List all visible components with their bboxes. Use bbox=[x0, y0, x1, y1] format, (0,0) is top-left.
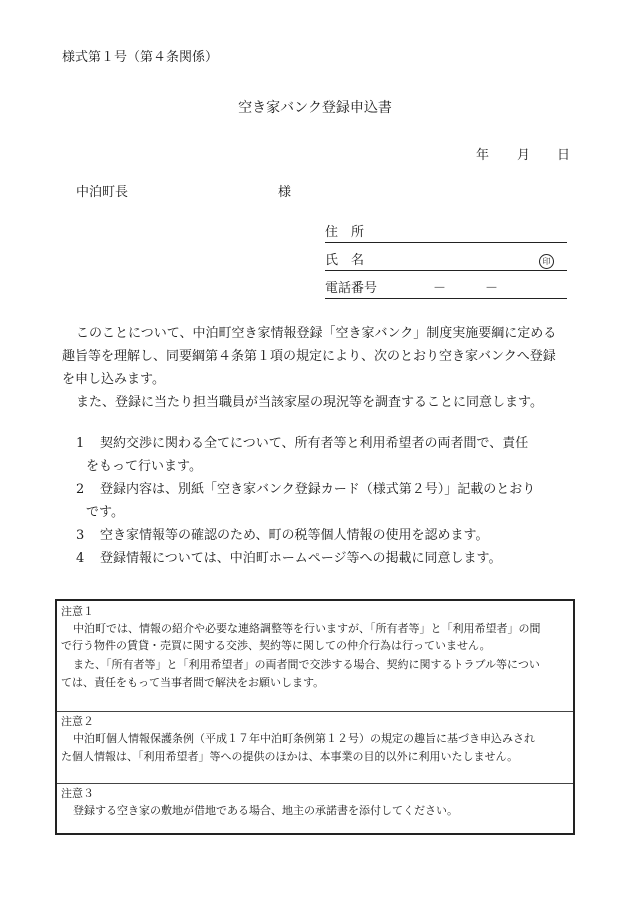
notes-box bbox=[55, 599, 575, 835]
item-2-line2: です。 bbox=[86, 505, 124, 520]
item-2-line1: 登録内容は、別紙「空き家バンク登録カード（様式第２号）」記載のとおり bbox=[100, 482, 536, 497]
body-p1-line3: を申し込みます。 bbox=[62, 372, 165, 387]
address-field[interactable] bbox=[325, 226, 567, 243]
note-section-2 bbox=[57, 711, 573, 784]
seal-mark: 印 bbox=[539, 254, 554, 269]
note-1-line4: ては、責任をもって当事者間で解決をお願いします。 bbox=[61, 676, 325, 689]
note-2-line2: た個人情報は、「利用希望者」等への提供のほかは、本事業の目的以外に利用いたしません。 bbox=[61, 750, 519, 763]
note-section-1 bbox=[57, 601, 573, 711]
addressee-name: 中泊町長 bbox=[76, 185, 129, 200]
item-number-1: 1 bbox=[76, 436, 85, 451]
name-label: 氏 名 bbox=[325, 253, 365, 268]
note-section-3 bbox=[57, 783, 573, 833]
phone-label: 電話番号 bbox=[325, 281, 378, 296]
note-3-heading: 注意３ bbox=[61, 787, 94, 800]
addressee-honorific: 様 bbox=[278, 185, 292, 200]
item-1-line1: 契約交渉に関わる全てについて、所有者等と利用希望者の両者間で、責任 bbox=[100, 436, 529, 451]
note-3-line1: 登録する空き家の敷地が借地である場合、地主の承諾書を添付してください。 bbox=[73, 804, 458, 817]
note-1-line2: で行う物件の賃貸・売買に関する交渉、契約等に関しての仲介行為は行っていません。 bbox=[61, 639, 491, 652]
form-number: 様式第１号（第４条関係） bbox=[62, 50, 219, 65]
date-day-label: 日 bbox=[557, 148, 571, 163]
phone-field[interactable] bbox=[325, 282, 567, 299]
item-3-line1: 空き家情報等の確認のため、町の税等個人情報の使用を認めます。 bbox=[100, 528, 489, 543]
phone-separator-1: － bbox=[433, 281, 447, 296]
page-title: 空き家バンク登録申込書 bbox=[238, 100, 392, 116]
phone-separator-2: － bbox=[485, 281, 499, 296]
item-number-2: 2 bbox=[76, 482, 85, 497]
item-4-line1: 登録情報については、中泊町ホームページ等への掲載に同意します。 bbox=[100, 551, 502, 566]
note-1-heading: 注意１ bbox=[61, 605, 94, 618]
item-1-line2: をもって行います。 bbox=[86, 459, 202, 474]
item-number-3: 3 bbox=[76, 528, 85, 543]
note-1-line1: 中泊町では、情報の紹介や必要な連絡調整等を行いますが、「所有者等」と「利用希望者」の間 bbox=[73, 622, 541, 635]
note-1-line3: また、「所有者等」と「利用希望者」の両者間で交渉する場合、契約に関するトラブル等につい bbox=[73, 658, 540, 671]
body-p1-line1: このことについて、中泊町空き家情報登録「空き家バンク」制度実施要綱に定める bbox=[76, 326, 557, 341]
date-month-label: 月 bbox=[517, 148, 531, 163]
item-number-4: 4 bbox=[76, 551, 85, 566]
note-2-line1: 中泊町個人情報保護条例（平成１７年中泊町条例第１２号）の規定の趣旨に基づき申込みされ bbox=[73, 732, 535, 745]
name-field[interactable] bbox=[325, 254, 567, 271]
body-p1-line2: 趣旨等を理解し、同要綱第４条第１項の規定により、次のとおり空き家バンクへ登録 bbox=[62, 349, 556, 364]
body-p2-line1: また、登録に当たり担当職員が当該家屋の現況等を調査することに同意します。 bbox=[76, 395, 543, 410]
note-2-heading: 注意２ bbox=[61, 715, 94, 728]
address-label: 住 所 bbox=[325, 225, 365, 240]
date-year-label: 年 bbox=[476, 148, 490, 163]
